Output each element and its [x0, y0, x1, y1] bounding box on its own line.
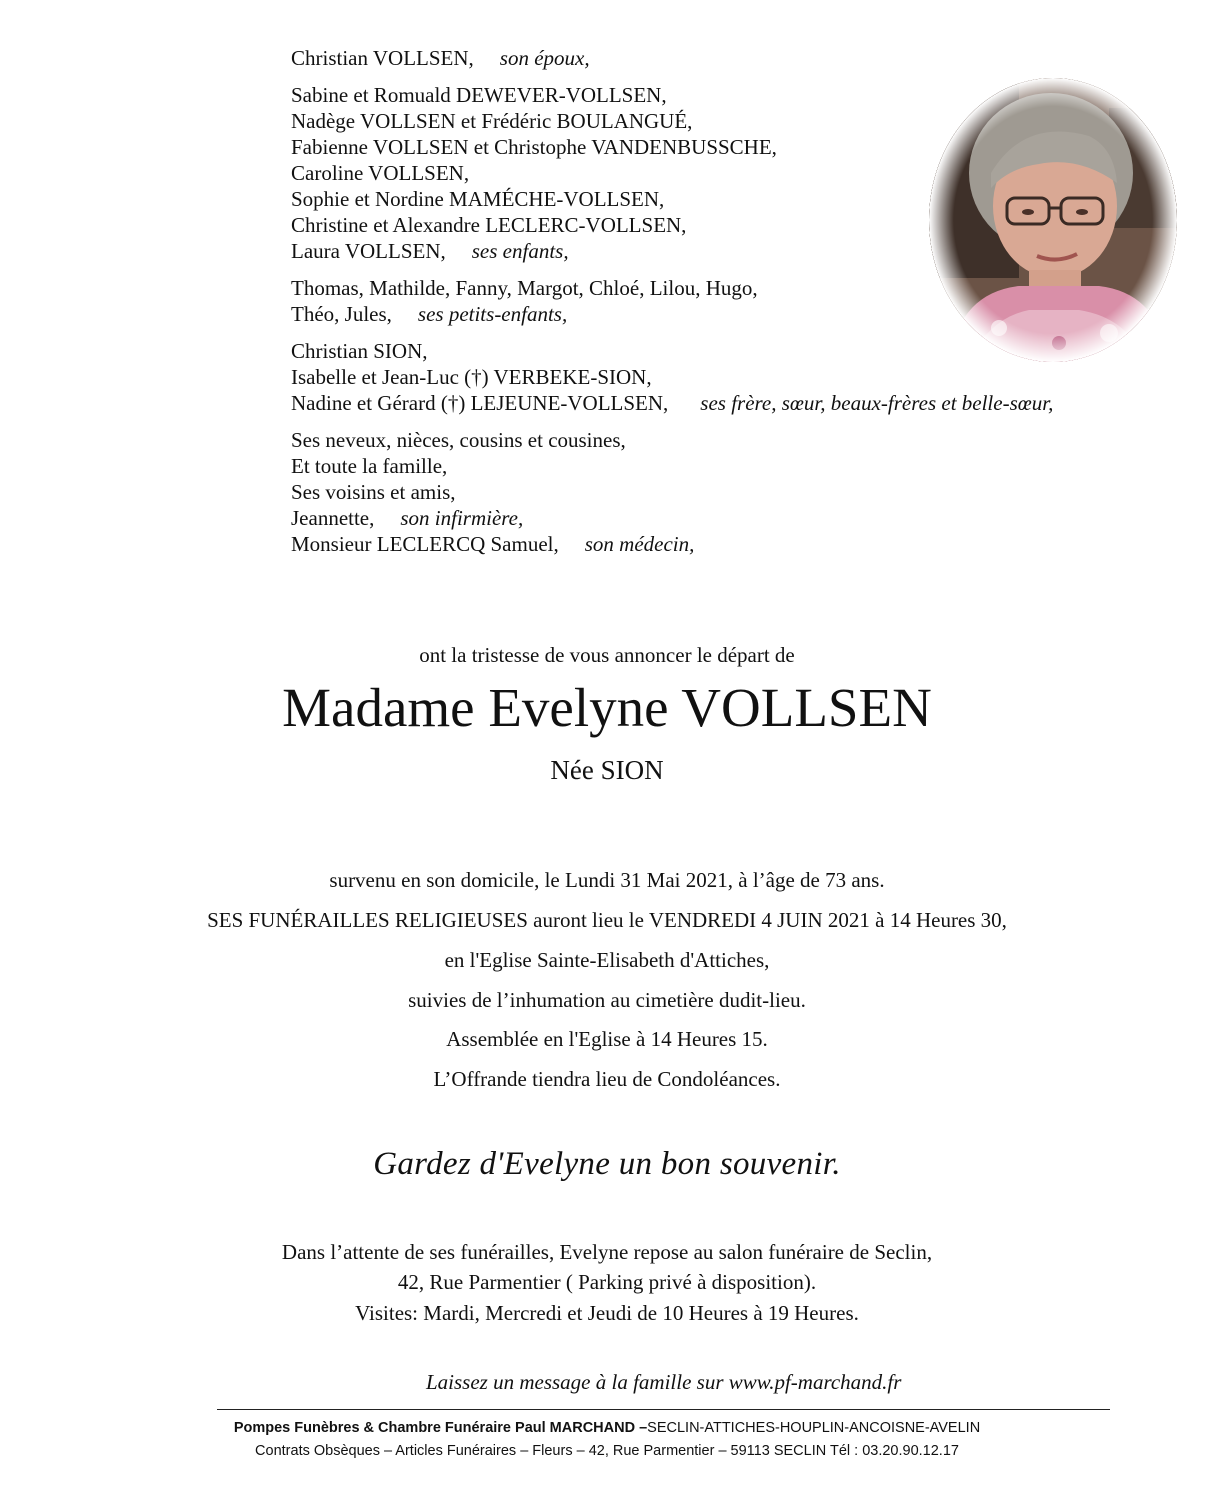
detail-line: en l'Eglise Sainte-Elisabeth d'Attiches,	[444, 948, 770, 972]
others-line: Ses voisins et amis,	[291, 480, 456, 504]
spouse-relation: son époux,	[499, 46, 590, 70]
doctor-line	[291, 531, 1053, 557]
nurse-line	[291, 505, 1053, 531]
siblings-relation: ses frère, sœur, beaux-frères et belle-sœur,	[700, 391, 1054, 415]
nurse-name: Jeannette,	[291, 506, 375, 530]
souvenir-quote: Gardez d'Evelyne un bon souvenir.	[373, 1146, 841, 1182]
message-line: Laissez un message à la famille sur www.pf-marchand.fr	[426, 1370, 902, 1394]
child-line: Sabine et Romuald DEWEVER-VOLLSEN,	[291, 83, 667, 107]
sibling-line-last	[291, 390, 1053, 416]
child-line: Caroline VOLLSEN,	[291, 161, 470, 185]
doctor-name: Monsieur LECLERCQ Samuel,	[291, 532, 559, 556]
grandchildren-names: Théo, Jules,	[291, 302, 392, 326]
detail-line: SES FUNÉRAILLES RELIGIEUSES auront lieu le VENDREDI 4 JUIN 2021 à 14 Heures 30,	[207, 908, 1007, 932]
detail-line: L’Offrande tiendra lieu de Condoléances.	[433, 1067, 781, 1091]
detail-line: suivies de l’inhumation au cimetière dudit-lieu.	[408, 988, 806, 1012]
visit-line: 42, Rue Parmentier ( Parking privé à disposition).	[397, 1270, 817, 1294]
footer-company-line	[0, 1420, 1214, 1436]
detail-line: survenu en son domicile, le Lundi 31 Mai 2021, à l’âge de 73 ans.	[329, 868, 885, 892]
others-line: Ses neveux, nièces, cousins et cousines,	[291, 428, 626, 452]
child-line: Fabienne VOLLSEN et Christophe VANDENBUSSCHE,	[291, 135, 777, 159]
children-relation: ses enfants,	[471, 239, 569, 263]
child-line: Nadège VOLLSEN et Frédéric BOULANGUÉ,	[291, 109, 693, 133]
deceased-name: Madame Evelyne VOLLSEN	[282, 677, 932, 738]
grandchildren-relation: ses petits-enfants,	[417, 302, 568, 326]
child-line: Sophie et Nordine MAMÉCHE-VOLLSEN,	[291, 187, 665, 211]
portrait-photo	[929, 78, 1177, 362]
nurse-relation: son infirmière,	[400, 506, 524, 530]
sibling-name: Nadine et Gérard (†) LEJEUNE-VOLLSEN,	[291, 391, 669, 415]
spouse-line	[291, 45, 1053, 71]
announcement-intro: ont la tristesse de vous annoncer le départ de	[419, 643, 795, 667]
sibling-line: Isabelle et Jean-Luc (†) VERBEKE-SION,	[291, 365, 652, 389]
footer-services: Contrats Obsèques – Articles Funéraires – Fleurs – 42, Rue Parmentier – 59113 SECLIN Tél : 03.20.90.12.17	[255, 1443, 959, 1459]
detail-line: Assemblée en l'Eglise à 14 Heures 15.	[446, 1027, 768, 1051]
doctor-relation: son médecin,	[584, 532, 695, 556]
visit-line: Dans l’attente de ses funérailles, Evelyne repose au salon funéraire de Seclin,	[281, 1240, 933, 1264]
family-list	[291, 45, 1053, 557]
spouse-name: Christian VOLLSEN,	[291, 46, 474, 70]
footer-company: Pompes Funèbres & Chambre Funéraire Paul MARCHAND –	[233, 1420, 648, 1436]
child-name: Laura VOLLSEN,	[291, 239, 446, 263]
others-line: Et toute la famille,	[291, 454, 448, 478]
child-line: Christine et Alexandre LECLERC-VOLLSEN,	[291, 213, 687, 237]
visit-line: Visites: Mardi, Mercredi et Jeudi de 10 Heures à 19 Heures.	[355, 1301, 859, 1325]
footer-locations: SECLIN-ATTICHES-HOUPLIN-ANCOISNE-AVELIN	[647, 1420, 981, 1436]
sibling-line: Christian SION,	[291, 339, 428, 363]
footer-divider	[217, 1409, 1110, 1410]
grandchildren-line-last	[291, 301, 1053, 327]
maiden-name: Née SION	[550, 755, 664, 785]
grandchildren-line: Thomas, Mathilde, Fanny, Margot, Chloé, Lilou, Hugo,	[291, 276, 758, 300]
